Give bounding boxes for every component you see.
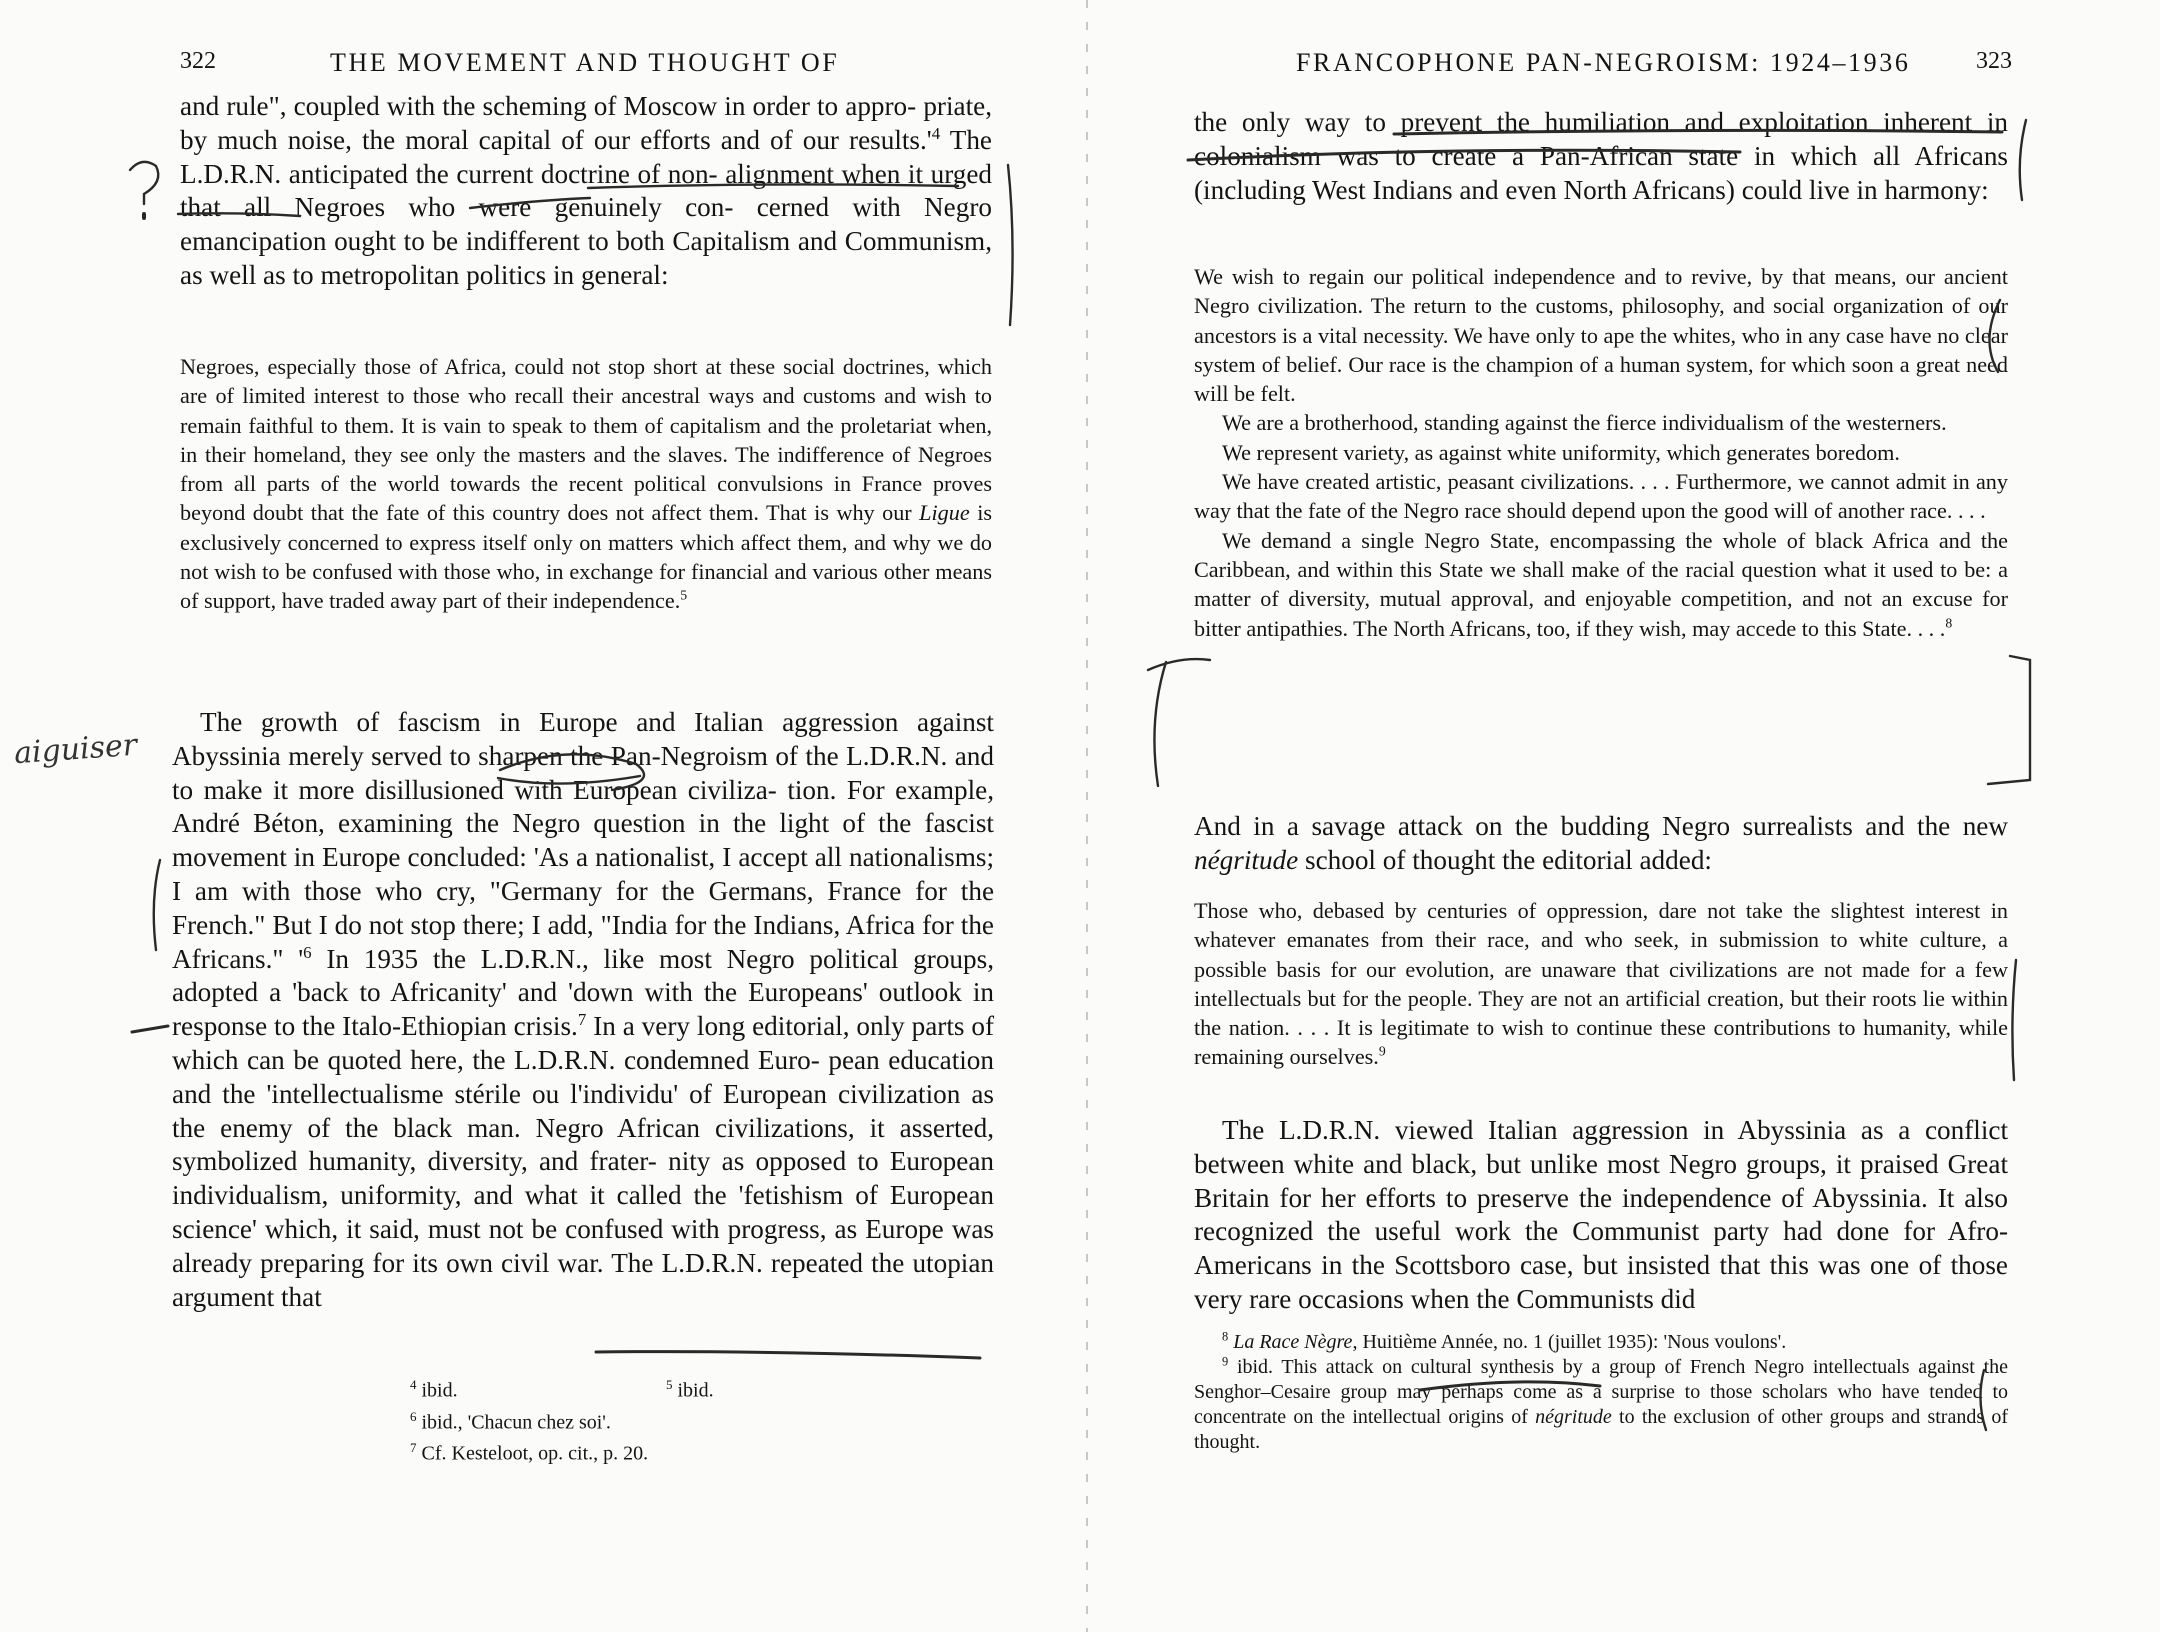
footnote-ref-5: 5 [680, 587, 688, 603]
left-quote-line-6: parts of the world towards the recent political convulsions in France [266, 471, 923, 497]
right-p2-italic: négritude [1194, 844, 1299, 875]
footnote-6-marker: 6 [410, 1408, 417, 1424]
book-gutter [1086, 0, 1088, 1632]
left-p2-line: European civilization as the enemy of the black man. Negro African [172, 1078, 994, 1143]
right-quote1-para: We have created artistic, peasant civilizations. . . . Furthermore, we cannot admit in any way that the fate of the Negro race should depend upon the good will of another race. . . . [1194, 469, 2008, 524]
footnote-ref-8: 8 [1945, 615, 1953, 631]
footnote-8 [1194, 1330, 2008, 1355]
right-quote2-text: Those who, debased by centuries of oppression, dare not take the slightest interest in whatever emanates from their race, and who seek, in submission to white culture, a possible basis for our evolution, are unaware that civilizations are not made for a few intellectuals but for the people. They are not an artificial creation, but their roots lie within the nation. . . . It is legitimate to wish to continue these contributions to humanity, while remaining ourselves. [1194, 898, 2008, 1070]
left-p2-line: own civil war. The L.D.R.N. repeated the utopian argument that [172, 1247, 995, 1312]
left-p1-line-1: and rule", coupled with the scheming of Moscow in order to appro- [180, 91, 917, 121]
left-quote-line-2: doctrines, which are of limited interest to those who recall their ancestral [180, 354, 993, 409]
footnote-6-row [410, 1404, 910, 1436]
footnote-ref-7: 7 [577, 1010, 587, 1030]
footnote-8-marker: 8 [1222, 1329, 1229, 1344]
footnote-8-text: , Huitième Année, no. 1 (juillet 1935): 'Nous voulons'. [1352, 1331, 1787, 1353]
left-quote-line-10: those who, in exchange for financial and various other means of support, [180, 559, 992, 614]
right-paragraph-1 [1194, 106, 2008, 207]
footnote-ref-6: 6 [303, 942, 312, 962]
footnote-9-marker: 9 [1222, 1354, 1229, 1369]
left-p2-line: the light of the fascist movement in Europe concluded: 'As a [172, 808, 994, 873]
right-paragraph-2 [1194, 810, 2008, 878]
right-p1-line: harmony: [1884, 174, 1989, 205]
right-page-number: 323 [1976, 48, 2012, 74]
bracket-right-top [2020, 120, 2026, 200]
footnote-4: ibid. [421, 1379, 458, 1402]
left-p2-line: be confused with progress, as Europe was already preparing for its [172, 1213, 994, 1278]
left-p2-line: In 1935 the L.D.R.N., like most Negro political groups, adopted a [172, 943, 994, 1008]
footnote-7: Cf. Kesteloot, op. cit., p. 20. [421, 1442, 649, 1465]
bracket-right-demand-left [1154, 662, 1166, 786]
left-p2-line: "Germany for the Germans, France for the French." But I do not [172, 875, 995, 940]
left-p2-line: tion. For example, André Béton, examining the Negro question in [172, 774, 995, 839]
left-p2-line: civilizations, it asserted, symbolized humanity, diversity, and frater- [172, 1112, 994, 1177]
left-p1-line-2: priate, by much noise, the moral capital of our efforts and of our [180, 91, 992, 155]
bracket-left-para1 [1008, 165, 1013, 325]
left-quote-line-5: see only the masters and the slaves. The indifference of Negroes from all [180, 441, 992, 497]
left-running-title: THE MOVEMENT AND THOUGHT OF [330, 48, 840, 77]
footnote-5: ibid. [677, 1379, 714, 1402]
right-quote1-para: We demand a single Negro State, encompassing the whole of black Africa and the Caribbean, and within this State we shall make of the racial question what it used to be: a matter of diversity, mutual approval, and enjoyable competition, and not an excuse for bitter antipathies. The North Africans, too, if they wish, may accede to this State. . . . [1194, 527, 2008, 641]
left-p2-line: response to the Italo-Ethiopian crisis. [172, 1011, 578, 1042]
left-quote-line-8b: is exclusively concerned to express itself only on [180, 500, 992, 555]
right-footnotes [1194, 1330, 2008, 1455]
right-quote1-final-para [1194, 526, 2008, 643]
left-block-quote [180, 352, 992, 616]
left-p2-line: The growth of fascism in Europe and Italian aggression against [200, 707, 994, 737]
footnote-7-row [410, 1435, 910, 1467]
right-page [1188, 0, 2020, 1632]
footnote-4-5-row [410, 1372, 910, 1404]
right-p1-line: (including West Indians and even North Africans) could live in [1194, 174, 1878, 205]
right-p3-text: The L.D.R.N. viewed Italian aggression in Abyssinia as a conflict between white and black, but unlike most Negro groups, it praised Great Britain for her efforts to preserve the independence of Abyssinia. It also recognized the useful work the Communist party had done for Afro-Americans in the Scottsboro case, but insisted that this was one of those very rare occasions when the Communists did [1194, 1115, 2008, 1314]
right-p1-line: the only way to prevent the humiliation and exploitation inherent [1194, 107, 1973, 137]
left-p1-line-5: cerned with Negro emancipation ought to be indifferent to both [180, 192, 992, 257]
right-p2-text: And in a savage attack on the budding Negro surrealists and the new [1194, 811, 2008, 841]
right-running-head [1188, 48, 2020, 88]
footnote-4-marker: 4 [410, 1377, 417, 1392]
left-p2-line: In a very long editorial, only [593, 1011, 905, 1042]
footnote-ref-9: 9 [1378, 1044, 1386, 1060]
right-block-quote-1 [1194, 262, 2008, 643]
left-paragraph-1 [180, 90, 992, 293]
left-quote-line-8: That is why our [766, 500, 912, 526]
margin-note-aiguiser: aiguiser [12, 727, 139, 772]
left-p2-line: L.D.R.N. and to make it more disillusioned with European civiliza- [172, 740, 994, 805]
left-quote-line-11: have traded away part of their independence. [281, 588, 681, 614]
left-p2-line: nationalist, I accept all nationalisms; I am with those who cry, [172, 842, 994, 906]
left-running-head [150, 48, 1000, 88]
right-running-title: FRANCOPHONE PAN-NEGROISM: 1924–1936 [1296, 48, 1911, 77]
left-quote-line-1: Negroes, especially those of Africa, could not stop short at these social [180, 354, 835, 379]
left-p2-line: 'back to Africanity' and 'down with the Europeans' outlook in [292, 977, 995, 1008]
footnote-ref-4: 4 [931, 123, 941, 143]
footnote-6: ibid., 'Chacun chez soi'. [421, 1411, 611, 1434]
left-quote-line-4: to them of capitalism and the proletariat when, in their homeland, they [180, 412, 992, 467]
footnote-8-title: La Race Nègre [1233, 1331, 1353, 1353]
left-quote-line-7: proves beyond doubt that the fate of this country does not affect them. [180, 471, 993, 526]
footnote-5-marker: 5 [666, 1377, 673, 1392]
right-quote1-para: We represent variety, as against white uniformity, which generates boredom. [1222, 439, 1900, 465]
right-p2-text-end: school of thought the editorial added: [1305, 844, 1712, 875]
footnote-9-text-end: to the exclusion of other groups and strands of thought. [1194, 1406, 2009, 1453]
footnote-9-italic: négritude [1535, 1406, 1612, 1428]
left-quote-line-9: matters which affect them, and why we do not wish to be confused with [180, 529, 993, 585]
right-p1-line: in colonialism was to create a Pan-African state in which all Africans [1194, 107, 2008, 171]
left-p1-line-6: Capitalism and Communism, as well as to metropolitan politics in [180, 226, 992, 290]
left-p1-line-3b: The L.D.R.N. anticipated the current doctrine of non- [180, 124, 993, 189]
footnote-7-marker: 7 [410, 1440, 417, 1456]
left-p1-line-7: general: [580, 259, 669, 290]
left-p1-line-3: results.' [849, 124, 932, 155]
left-quote-line-3: ways and customs and wish to remain faithful to them. It is vain to speak [180, 383, 992, 438]
left-paragraph-2 [172, 706, 994, 1314]
right-paragraph-3 [1194, 1114, 2008, 1317]
left-p2-line: parts of which can be quoted here, the L.D.R.N. condemned Euro- [172, 1011, 995, 1075]
left-quote-italic-ligue: Ligue [919, 500, 970, 526]
left-p2-line: stop there; I add, "India for the Indians, Africa for the Africans." ' [172, 909, 994, 974]
footnote-9-text: ibid. This attack on cultural synthesis by a group of French Negro intellectuals against the Senghor–Cesaire group may perhaps come as a surprise to those scholars who have tended to concentrate on the intellectual origins of [1194, 1356, 2009, 1428]
left-page-number: 322 [180, 48, 216, 74]
footnote-9 [1194, 1355, 2008, 1455]
left-p2-line: pean education and the 'intellectualisme stérile ou l'individu' of [172, 1044, 994, 1109]
right-quote1-para: We are a brotherhood, standing against the fierce individualism of the westerners. [1222, 410, 1947, 436]
left-p2-line: nity as opposed to European individualism, uniformity, and what it [172, 1146, 994, 1211]
left-p1-line-4: alignment when it urged that all Negroes who were genuinely con- [180, 158, 993, 223]
footnote-5-col [666, 1372, 714, 1404]
right-quote1-para: We wish to regain our political independence and to revive, by that means, our ancient Negro civilization. The return to the customs, philosophy, and social organization of our ancestors is a vital necessity. We have only to ape the whites, who in any case have no clear system of belief. Our race is the champion of a human system, for which soon a great need will be felt. [1194, 264, 2008, 407]
margin-question [132, 150, 153, 196]
left-page [150, 0, 1000, 1632]
left-p2-line: Abyssinia merely served to sharpen the Pan-Negroism of the [172, 740, 839, 771]
left-footnotes [410, 1372, 910, 1467]
right-block-quote-2 [1194, 896, 2008, 1072]
left-p2-line: called the 'fetishism of European science' which, it said, must not [172, 1180, 994, 1244]
